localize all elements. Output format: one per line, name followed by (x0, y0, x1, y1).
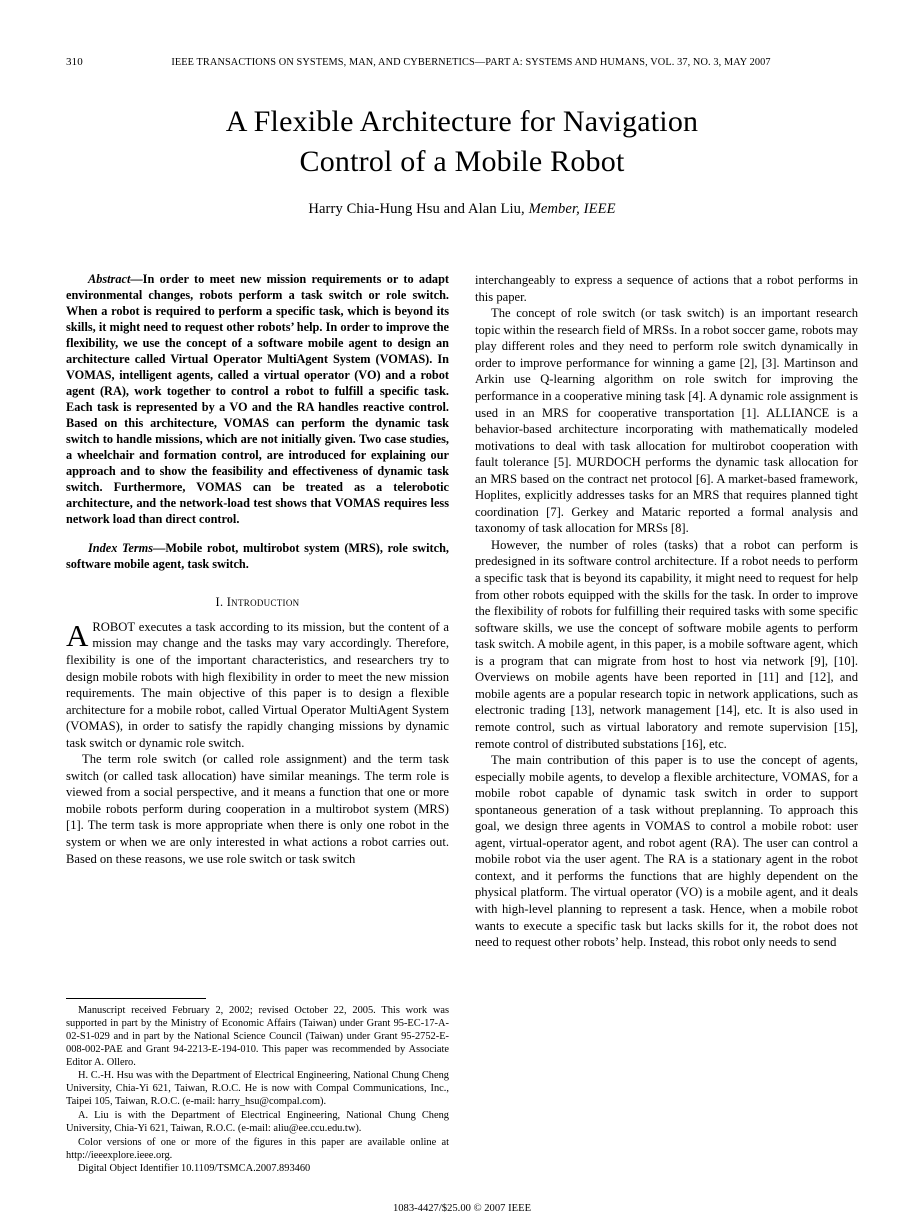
page-number: 310 (66, 56, 83, 68)
abstract-label: Abstract (88, 272, 131, 287)
footnote-author-2: A. Liu is with the Department of Electrical Engineering, National Chung Cheng University, Chia-Yi 621, Taiwan, R.O.C. (e-mail: aliu@ee.ccu.edu.tw). (66, 1109, 449, 1134)
title-line-1: A Flexible Architecture for Navigation (225, 105, 699, 138)
column-right (475, 272, 858, 1177)
index-terms-paragraph (66, 541, 449, 573)
abstract-text: —In order to meet new mission requirements or to adapt environmental changes, robots perform a task switch or role switch. When a robot is required to perform a specific task, which is beyond its skills, it might need to request other robots’ help. In order to improve the flexibility, we use the concept of a software mobile agent to design an architecture called Virtual Operator MultiAgent System (VOMAS). In VOMAS, intelligent agents, called a virtual operator (VO) and a robot agent (RA), work together to control a robot to fulfill a specific task. Each task is represented by a VO and the RA handles reactive control. Based on this architecture, VOMAS can perform the dynamic task switch to handle missions, which are not initially given. Two case studies, a wheelchair and formation control, are introduced for explaining our approach and to show the feasibility and effectiveness of dynamic task switch. Furthermore, VOMAS can be treated as a telerobotic architecture, and the network-load test shows that VOMAS requires less network load than direct control. (66, 272, 449, 526)
abstract-paragraph (66, 272, 449, 528)
author-list (66, 201, 858, 218)
footnote-block (66, 998, 449, 1177)
author-membership: Member, IEEE (528, 201, 616, 218)
footnote-rule (66, 998, 206, 999)
paragraph-intro-2: The term role switch (or called role assignment) and the term task switch (or called task allocation) have similar meanings. The term role is viewed from a social perspective, and it means a function that one or more mobile robots perform during cooperation in a multirobot system (MRS) [1]. The term task is more appropriate when there is only one robot in the system or when we are only interested in what actions a robot carries out. Based on these reasons, we use role switch or task switch (66, 752, 449, 866)
author-names: Harry Chia-Hung Hsu and Alan Liu, (308, 201, 529, 218)
paragraph-right-2: The concept of role switch (or task switch) is an important research topic within the research field of MRSs. In a robot soccer game, robots may play different roles and they need to perform role switch dynamically in order to improve performance for winning a game [2], [3]. Martinson and Arkin use Q-learning algorithm on role switch for improving the performance in a cooperative mining task [4]. A dynamic role assignment is used in an MRS for cooperative transportation [1]. ALLIANCE is a behavior-based architecture incorporating with mathematically modeled motivations to deal with task allocation for multirobot cooperation with fault tolerance [5]. MURDOCH performs the dynamic task allocation for an MRS based on the contract net protocol [6]. A market-based framework, Hoplites, explicitly addresses tasks for an MRS that requires planned tight coordination [7]. Gerkey and Mataric reported a formal analysis and taxonomy of task allocation for MRSs [8]. (475, 306, 858, 536)
footnote-color-versions: Color versions of one or more of the figures in this paper are available online at http://ieeexplore.ieee.org. (66, 1136, 449, 1161)
footnote-doi: Digital Object Identifier 10.1109/TSMCA.2007.893460 (78, 1163, 311, 1175)
paragraph-intro-1 (66, 619, 449, 751)
paragraph-intro-1-text: ROBOT executes a task according to its mission, but the content of a mission may change and the tasks may vary accordingly. Therefore, flexibility is one of the important characteristics, and researchers try to design mobile robots with high flexibility in order to meet the new mission requirements. The main objective of this paper is to design a flexible architecture for a mobile robot, called Virtual Operator MultiAgent System (VOMAS), in order to satisfy the rapidly changing missions by dynamic task switch or dynamic role switch. (66, 619, 449, 750)
footnote-author-1: H. C.-H. Hsu was with the Department of Electrical Engineering, National Chung Cheng University, Chia-Yi 621, Taiwan, R.O.C. He is now with Compal Communications, Inc., Taipei 105, Taiwan, R.O.C. (e-mail: harry_hsu@compal.com). (66, 1070, 449, 1108)
index-terms-text: —Mobile robot, multirobot system (MRS), role switch, software mobile agent, task switch. (66, 540, 450, 571)
body-columns (66, 272, 858, 1177)
paragraph-right-3: However, the number of roles (tasks) that a robot can perform is predesigned in its software control architecture. If a robot needs to perform a specific task that is beyond its capability, it might need to request for help from other robots equipped with the skills for the task. In order to improve the flexibility of robots for fulfilling their required tasks with some specific software skills, we use the concept of software mobile agents to perform task switch. A mobile agent, in this paper, is a mobile software agent, which is a program that can migrate from host to host via network [9], [10]. Overviews on mobile agents have been reported in [11] and [12], and mobile agents are a popular research topic in network applications, such as electronic trading [13], network management [14], etc. It is also used in remote control, such as virtual laboratory and remote supervision [15], remote control of distributed substations [16], etc. (475, 537, 858, 751)
drop-cap: A (66, 617, 89, 653)
section-heading-introduction: I. Introduction (215, 594, 300, 609)
index-terms-label: Index Terms (88, 540, 154, 555)
footnote-manuscript: Manuscript received February 2, 2002; revised October 22, 2005. This work was supported in part by the Ministry of Economic Affairs (Taiwan) under Grant 95-EC-17-A-02-S1-029 and in part by the National Science Council (Taiwan) under Grant 95-2752-E-008-002-PAE and Grant 94-2213-E-194-010. This paper was recommended by Associate Editor A. Ollero. (66, 1005, 449, 1068)
column-left (66, 272, 449, 1177)
page-title (112, 102, 812, 181)
paragraph-right-1: interchangeably to express a sequence of actions that a robot performs in this paper. (475, 273, 858, 304)
title-line-2: Control of a Mobile Robot (299, 144, 625, 178)
journal-title: IEEE TRANSACTIONS ON SYSTEMS, MAN, AND CYBERNETICS—PART A: SYSTEMS AND HUMANS, VOL. 37, NO. 3, MAY 2007 (171, 57, 771, 68)
page-footer: 1083-4427/$25.00 © 2007 IEEE (392, 1203, 532, 1214)
paragraph-right-4: The main contribution of this paper is to use the concept of agents, especially mobile agents, to develop a flexible architecture, VOMAS, for a mobile robot capable of dynamic task switch in order to support spontaneous generation of a task without preplanning. To approach this goal, we design three agents in VOMAS to control a mobile robot: user agent, virtual-operator agent, and robot agent (RA). The user can control a mobile robot via the user agent. The RA is a stationary agent in the robot context, and it performs the functions that are highly dependent on the physical platform. The virtual operator (VO) is a mobile agent, and it deals with high-level planning to represent a task. Hence, when a mobile robot wants to execute a specific task but lacks skills for it, the robot does not need to request other robots’ help. Instead, this robot only needs to send (475, 753, 858, 950)
running-head (66, 56, 858, 68)
